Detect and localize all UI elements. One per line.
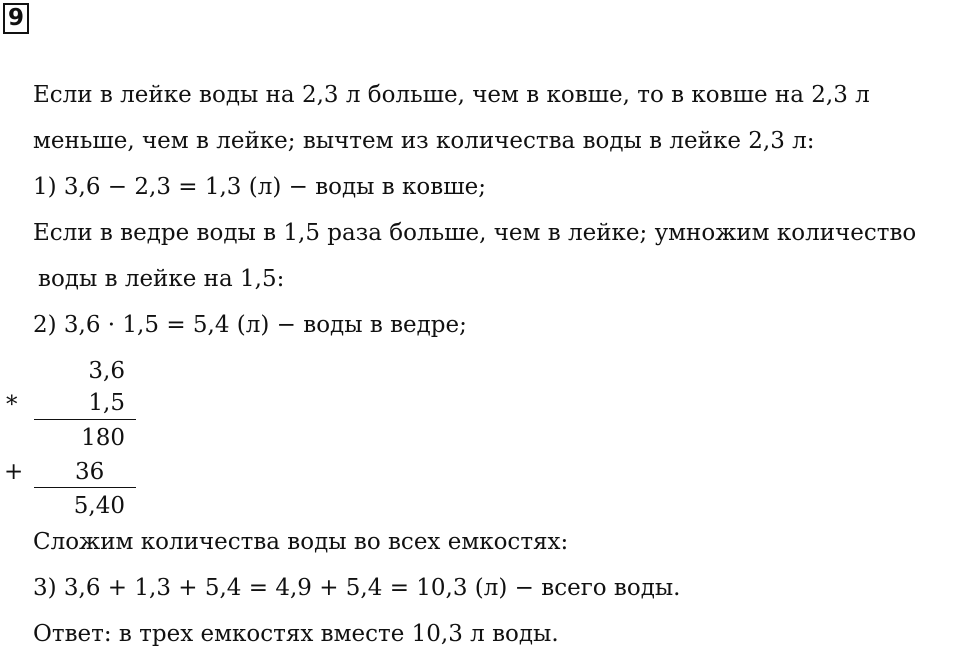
calc-partial-1: 180 — [81, 425, 125, 451]
step-1-line: 1) 3,6 − 2,3 = 1,3 (л) − воды в ковше; — [33, 174, 486, 200]
calc-result: 5,40 — [73, 493, 125, 519]
step-2-line: 2) 3,6 · 1,5 = 5,4 (л) − воды в ведре; — [33, 312, 467, 338]
text-line-7: Сложим количества воды во всех емкостях: — [33, 529, 569, 555]
text-line-1: Если в лейке воды на 2,3 л больше, чем в ковше, то в ковше на 2,3 л — [33, 82, 870, 108]
step-3-line: 3) 3,6 + 1,3 + 5,4 = 4,9 + 5,4 = 10,3 (л) − всего воды. — [33, 575, 681, 601]
calc-divider-2 — [34, 487, 136, 488]
multiply-sign: * — [6, 392, 18, 418]
task-number-badge: 9 — [3, 3, 29, 34]
text-line-5: воды в лейке на 1,5: — [38, 266, 285, 292]
text-line-2: меньше, чем в лейке; вычтем из количества воды в лейке 2,3 л: — [33, 128, 815, 154]
answer-line: Ответ: в трех емкостях вместе 10,3 л воды. — [33, 621, 559, 647]
calc-divider-1 — [34, 419, 136, 420]
calc-multiplier: 1,5 — [88, 390, 125, 416]
calc-multiplicand: 3,6 — [88, 358, 125, 384]
plus-sign: + — [4, 459, 24, 485]
calc-partial-2: 36 — [75, 459, 105, 485]
text-line-4: Если в ведре воды в 1,5 раза больше, чем в лейке; умножим количество — [33, 220, 917, 246]
